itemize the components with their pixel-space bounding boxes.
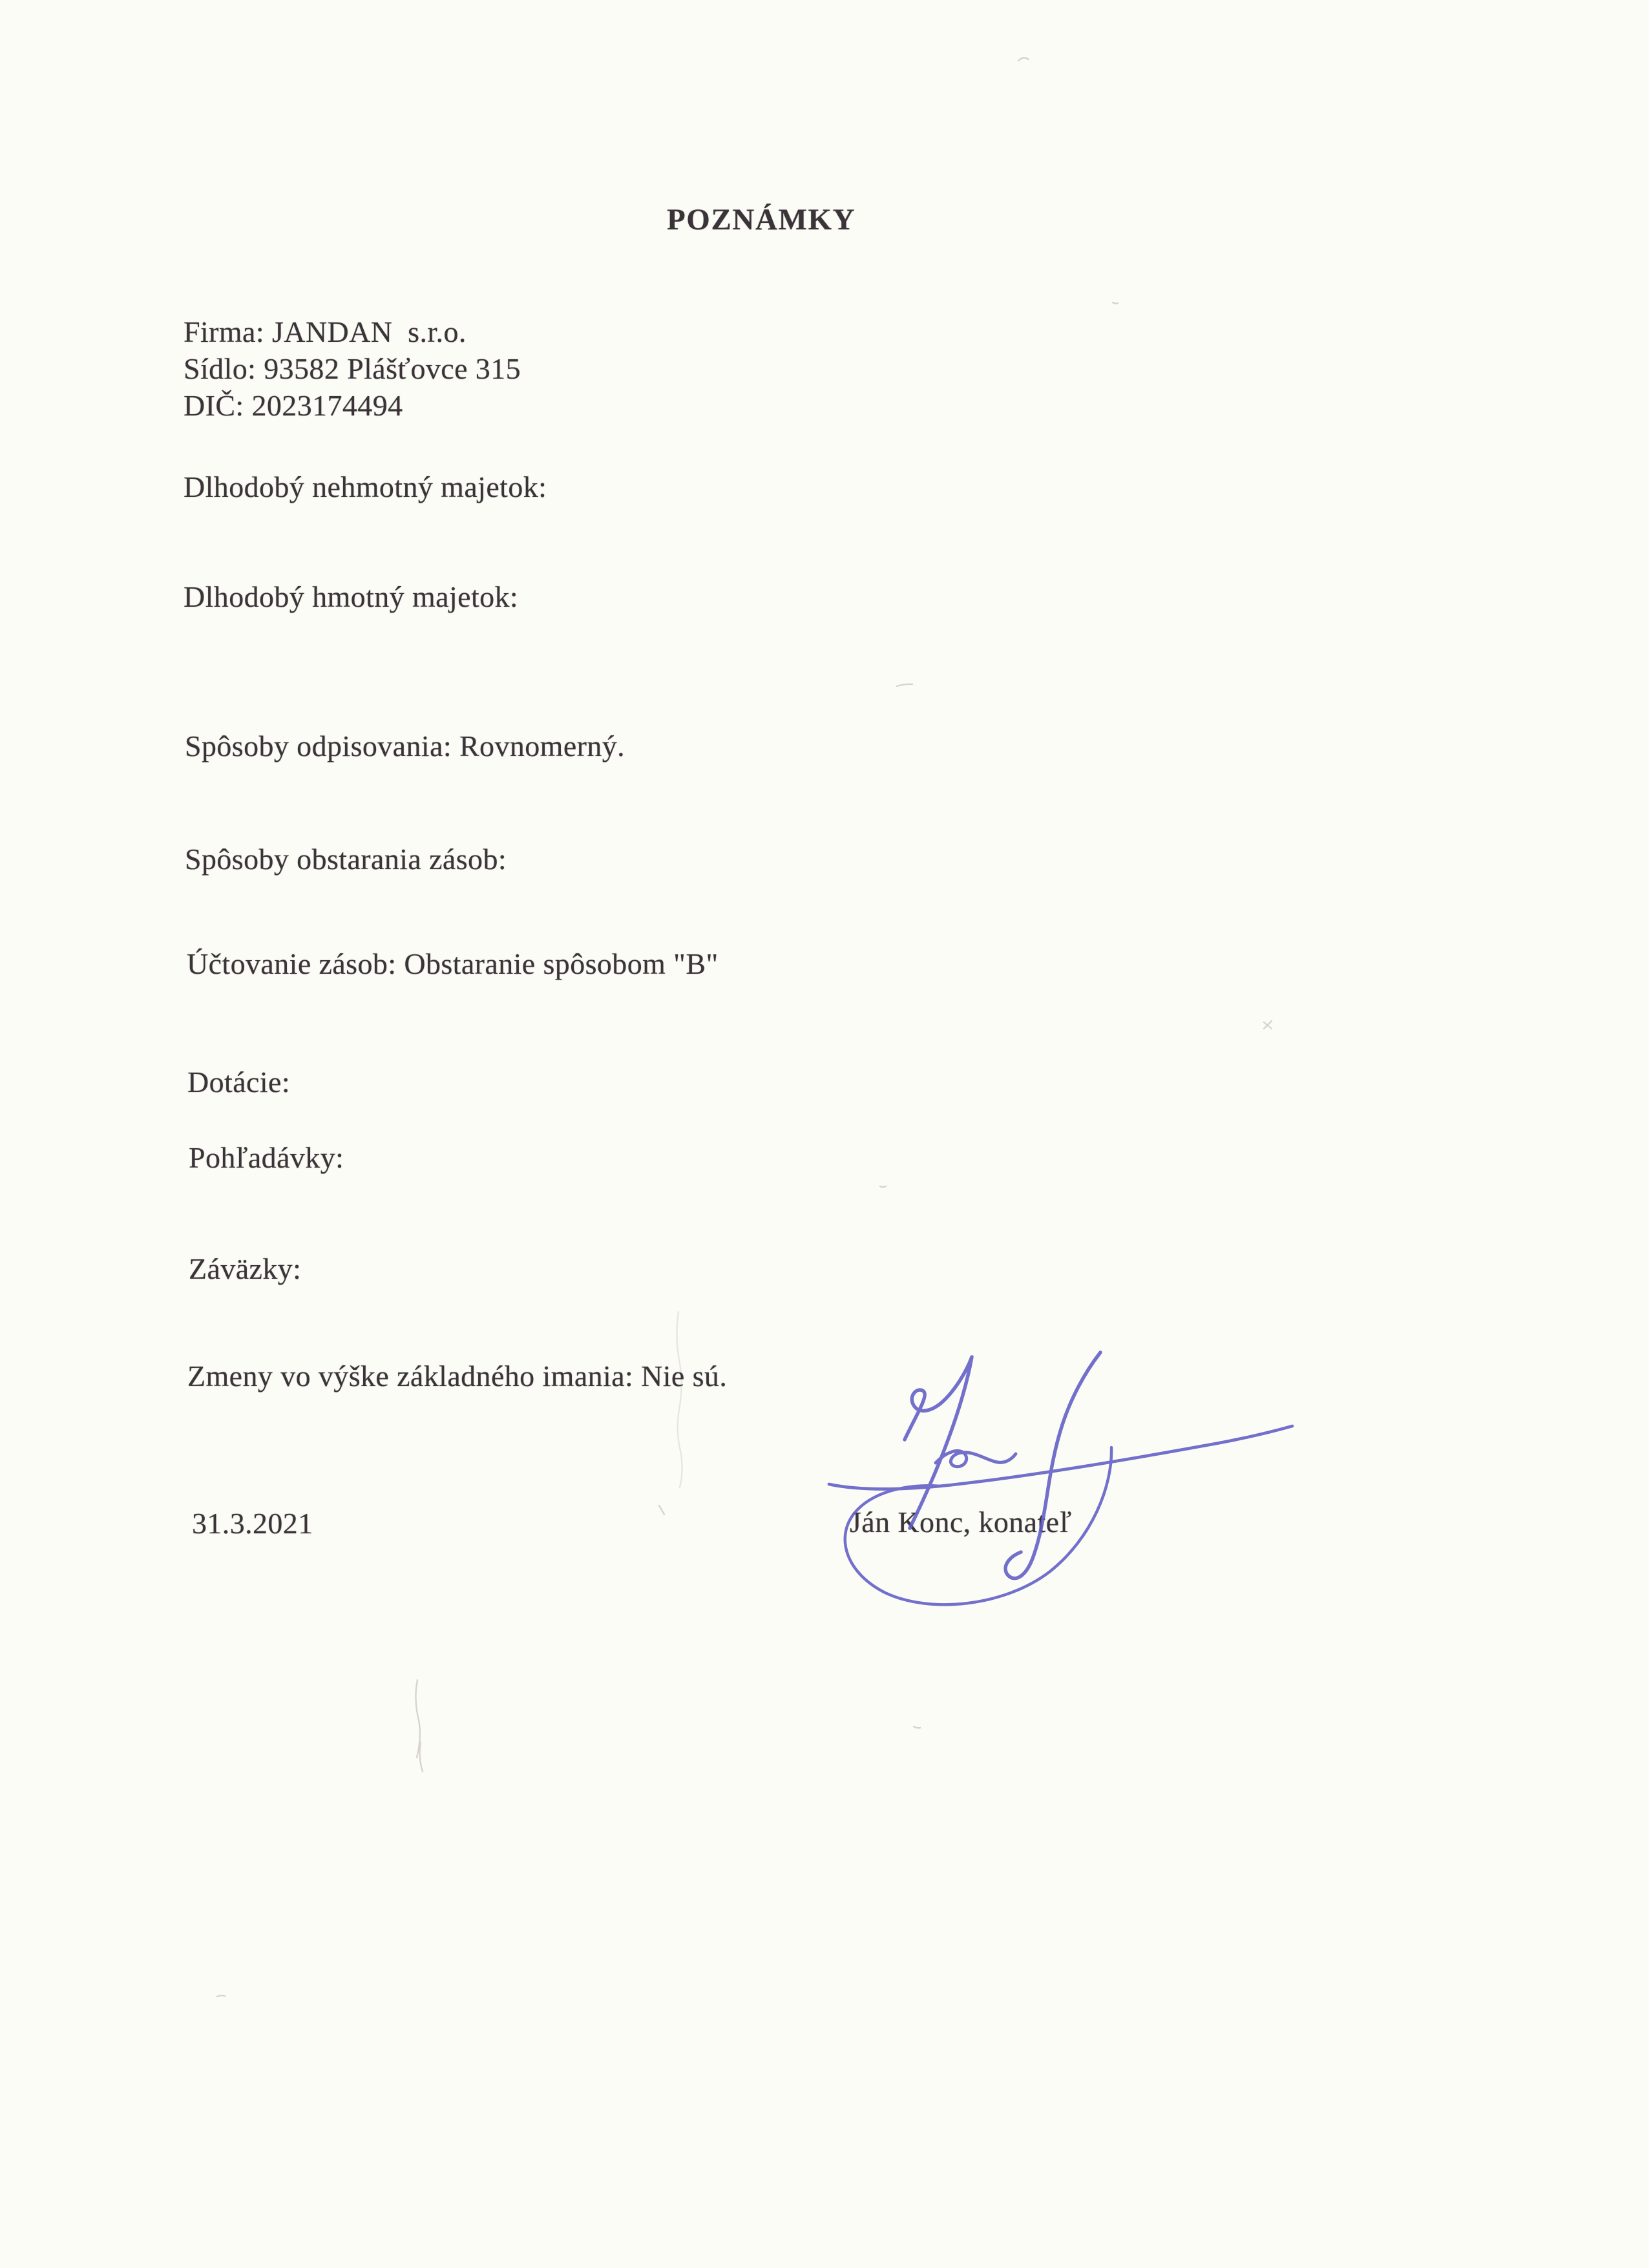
note-line-depreciation-method: Spôsoby odpisovania: Rovnomerný. — [185, 730, 625, 762]
scan-speck — [1018, 58, 1029, 61]
scan-scratch — [415, 1680, 419, 1758]
scan-speck — [659, 1506, 664, 1515]
note-line-tangible-assets: Dlhodobý hmotný majetok: — [184, 580, 519, 613]
note-line-inventory-acquisition: Spôsoby obstarania zásob: — [185, 843, 507, 876]
company-address-line: Sídlo: 93582 Plášťovce 315 — [184, 352, 521, 385]
scan-scratch — [677, 1312, 682, 1487]
signature-stroke — [936, 1451, 1016, 1466]
scan-speck — [880, 1186, 886, 1187]
scan-speck — [1264, 1021, 1272, 1029]
note-line-subsidies: Dotácie: — [187, 1066, 291, 1098]
document-date: 31.3.2021 — [192, 1507, 313, 1540]
company-tax-id-line: DIČ: 2023174494 — [184, 389, 403, 422]
scan-speck — [914, 1727, 920, 1728]
document-title: POZNÁMKY — [667, 203, 856, 236]
note-line-intangible-assets: Dlhodobý nehmotný majetok: — [184, 470, 547, 503]
note-line-inventory-accounting: Účtovanie zásob: Obstaranie spôsobom "B" — [187, 947, 719, 980]
company-name-line: Firma: JANDAN s.r.o. — [184, 315, 467, 348]
signature-stroke — [905, 1357, 972, 1528]
handwritten-signature — [808, 1325, 1318, 1615]
note-line-share-capital-changes: Zmeny vo výške základného imania: Nie sú. — [187, 1360, 728, 1392]
note-line-receivables: Pohľadávky: — [189, 1141, 344, 1174]
scan-scratch — [420, 1742, 423, 1772]
scan-speck — [217, 1995, 225, 1997]
signature-stroke — [829, 1426, 1292, 1489]
scan-speck — [1113, 302, 1118, 304]
scan-speck — [897, 684, 912, 686]
note-line-liabilities: Záväzky: — [189, 1252, 302, 1285]
signatory-name: Ján Konc, konateľ — [850, 1506, 1072, 1538]
signature-stroke — [1005, 1352, 1100, 1579]
